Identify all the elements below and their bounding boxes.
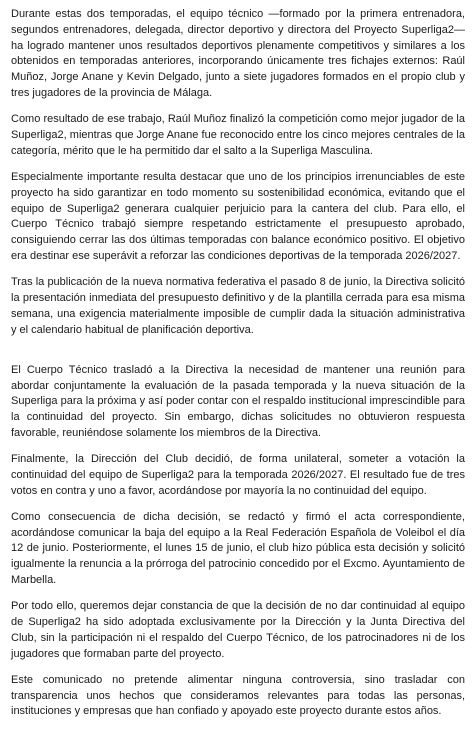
- paragraph-withdrawal-notice: Como consecuencia de dicha decisión, se redactó y firmó el acta correspondiente, acordándose comunicar la baja del equipo a la Real Federación Española de Voleibol el día 12 de junio. Posteriormente, el lunes 15 de junio, el club hizo pública esta decisión y solicitó igualmente la renuncia a la prórroga del patrocinio concedido por el Excmo. Ayuntamiento de Marbella.: [11, 510, 465, 587]
- paragraph-closing-statement: Este comunicado no pretende alimentar ninguna controversia, sino trasladar con transparencia unos hechos que consideramos relevantes para todas las personas, instituciones y empresas que han confiado y apoyado este proyecto durante estos años.: [11, 673, 465, 718]
- paragraph-team-results: Durante estas dos temporadas, el equipo técnico —formado por la primera entrenadora, segundos entrenadores, delegada, director deportivo y directora del Proyecto Superliga2— ha logrado mantener unos resultados deportivos plenamente competitivos y similares a los obtenidos en temporadas anteriores, incorporando únicamente tres fichajes externos: Raúl Muñoz, Jorge Anane y Kevin Delgado, junto a siete jugadores formados en el propio club y tres jugadores de la provincia de Málaga.: [11, 8, 465, 99]
- paragraph-federation-regulation: Tras la publicación de la nueva normativa federativa el pasado 8 de junio, la Directiva solicitó la presentación inmediata del presupuesto definitivo y de la plantilla cerrada para esa misma semana, una exigencia materialmente imposible de cumplir dada la situación administrativa y el calendario habitual de planificación deportiva.: [11, 276, 465, 336]
- paragraph-meeting-request: El Cuerpo Técnico trasladó a la Directiva la necesidad de mantener una reunión para abordar conjuntamente la evaluación de la pasada temporada y la nueva situación de la Superliga para la próxima y así poder contar con el respaldo institucional imprescindible para la continuidad del proyecto. Sin embargo, dichas solicitudes no obtuvieron respuesta favorable, reuniéndose solamente los miembros de la Directiva.: [11, 363, 465, 439]
- paragraph-vote-decision: Finalmente, la Dirección del Club decidió, de forma unilateral, someter a votación la continuidad del equipo de Superliga2 para la temporada 2026/2027. El resultado fue de tres votos en contra y uno a favor, acordándose por mayoría la no continuidad del equipo.: [11, 453, 465, 497]
- document-body: [11, 7, 465, 731]
- paragraph-responsibility-statement: Por todo ello, queremos dejar constancia de que la decisión de no dar continuidad al equipo de Superliga2 ha sido adoptada exclusivamente por la Dirección y la Junta Directiva del Club, sin la participación ni el respaldo del Cuerpo Técnico, de los patrocinadores ni de los jugadores que formaban parte del proyecto.: [11, 600, 465, 660]
- paragraph-economic-sustainability: Especialmente importante resulta destacar que uno de los principios irrenunciables de este proyecto ha sido garantizar en todo momento su sostenibilidad económica, evitando que el equipo de Superliga2 generara cualquier perjuicio para la cantera del club. Para ello, el Cuerpo Técnico trabajó siempre respetando estrictamente el presupuesto aprobado, consiguiendo cerrar las dos últimas temporadas con balance económico positivo. El objetivo era destinar ese superávit a reforzar las condiciones deportivas de la temporada 2026/2027.: [11, 170, 465, 262]
- section-gap: [11, 349, 465, 363]
- paragraph-player-awards: Como resultado de ese trabajo, Raúl Muñoz finalizó la competición como mejor jugador de la Superliga2, mientras que Jorge Anane fue reconocido entre los cinco mejores centrales de la categoría, mérito que le ha permitido dar el salto a la Superliga Masculina.: [11, 113, 465, 157]
